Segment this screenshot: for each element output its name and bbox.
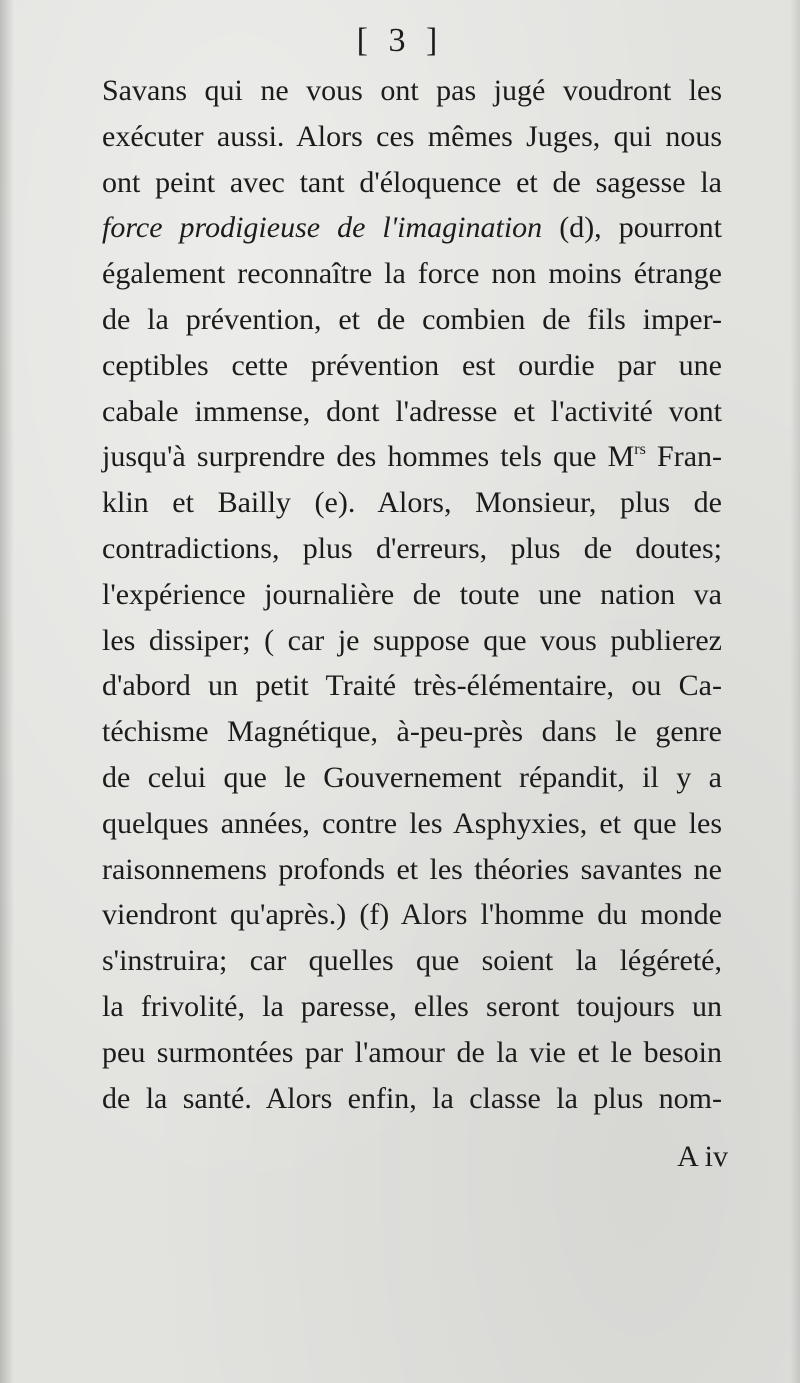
catchword: A iv bbox=[677, 1140, 728, 1173]
text-line: peu surmontées par l'amour de la vie et le besoin bbox=[102, 1035, 722, 1069]
text-line: de la prévention, et de combien de fils imper- bbox=[102, 302, 722, 336]
text-line: klin et Bailly (e). Alors, Monsieur, plus de bbox=[102, 486, 722, 520]
text-line: de celui que le Gouvernement répandit, il y a bbox=[102, 760, 722, 794]
text-line: la frivolité, la paresse, elles seront toujours un bbox=[102, 989, 722, 1023]
text-line: quelques années, contre les Asphyxies, et que les bbox=[102, 806, 722, 840]
italic-phrase: force prodigieuse de l'imagination bbox=[102, 211, 543, 245]
text-line: viendront qu'après.) (f) Alors l'homme du monde bbox=[102, 898, 722, 932]
text-line: l'expérience journalière de toute une nation va bbox=[102, 577, 722, 611]
body-text bbox=[102, 68, 722, 1121]
text-line: cabale immense, dont l'adresse et l'activité vont bbox=[102, 394, 722, 428]
text-line: ceptibles cette prévention est ourdie par une bbox=[102, 348, 722, 382]
text-line: raisonnemens profonds et les théories savantes ne bbox=[102, 852, 722, 886]
page-number: [ 3 ] bbox=[356, 22, 444, 59]
text-line: de la santé. Alors enfin, la classe la plus nom- bbox=[102, 1081, 722, 1115]
text-line: Savans qui ne vous ont pas jugé voudront les bbox=[102, 74, 722, 107]
superscript: rs bbox=[634, 441, 646, 459]
text-line: téchisme Magnétique, à-peu-près dans le genre bbox=[102, 715, 722, 749]
text-line: s'instruira; car quelles que soient la légéreté, bbox=[102, 944, 722, 978]
text-line: force prodigieuse de l'imagination (d), pourront bbox=[102, 211, 723, 245]
text-line: ont peint avec tant d'éloquence et de sagesse la bbox=[102, 165, 722, 199]
text-line: contradictions, plus d'erreurs, plus de doutes; bbox=[102, 531, 722, 565]
text-line: exécuter aussi. Alors ces mêmes Juges, qui nous bbox=[102, 119, 722, 153]
text-line: d'abord un petit Traité très-élémentaire, ou Ca- bbox=[102, 669, 722, 703]
text-line: jusqu'à surprendre des hommes tels que $M^{rs}$ Fran- bbox=[102, 440, 723, 474]
text-line: les dissiper; ( car je suppose que vous publierez bbox=[102, 623, 722, 657]
text-line: également reconnaître la force non moins étrange bbox=[102, 257, 722, 291]
